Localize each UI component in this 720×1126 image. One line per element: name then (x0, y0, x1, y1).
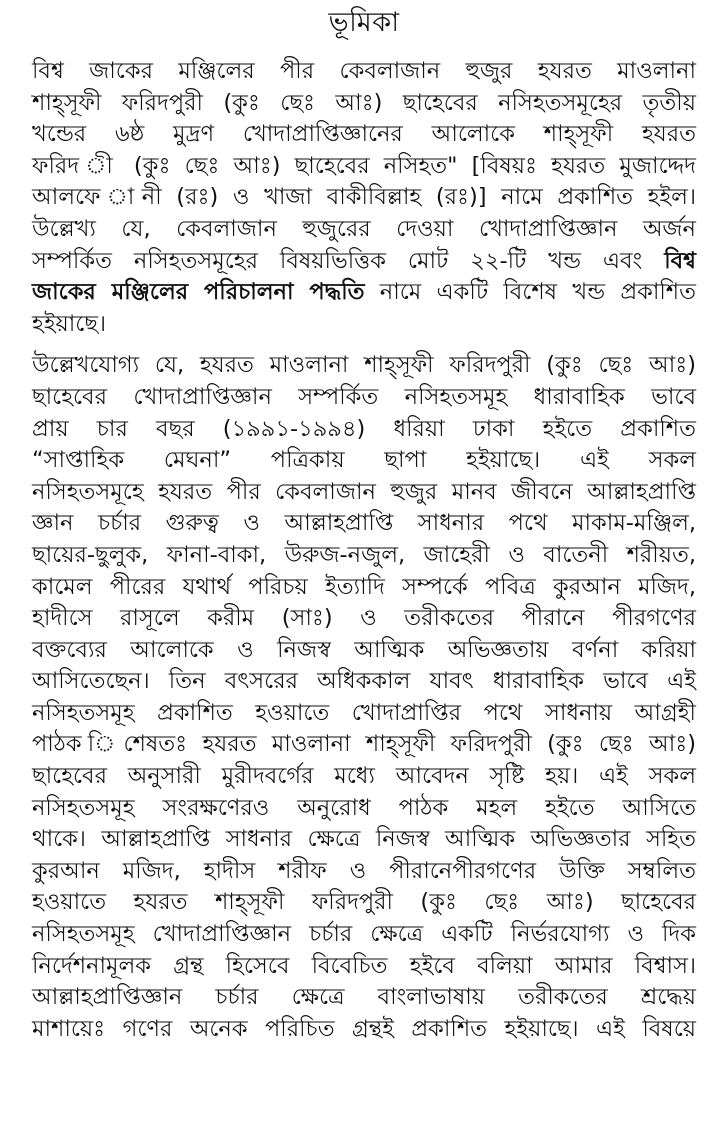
text-line: ছায়ের-ছুলুক, ফানা-বাকা, উরুজ-নজুল, জাহেরী ও বাতেনী শরীয়ত, (32, 541, 696, 568)
text-line: বিশ্ব জাকের মঞ্জিলের পীর কেবলাজান হুজুর হযরত মাওলানা (32, 58, 696, 84)
text-line: পাঠক িশেষতঃ হযরত মাওলানা শাহ্‌সূফী ফরিদপুরী (কুঃ ছেঃ আঃ) (32, 731, 696, 758)
paragraph-1 (32, 56, 696, 340)
text-line: আল্লাহপ্রাপ্তিজ্ঞান চর্চার ক্ষেত্রে বাংলাভাষায় তরীকতের শ্রদ্ধেয় (32, 984, 696, 1011)
text-line: মাশায়েঃ গণের অনেক পরিচিত গ্রন্থই প্রকাশিত হইয়াছে। এই বিষয়ে (32, 1015, 696, 1042)
text-line: ফরিদ ী (কুঃ ছেঃ আঃ) ছাহেবের নসিহত" [বিষয়ঃ হযরত মুজাদ্দেদ (32, 152, 696, 179)
text-line: আলফে ানী (রঃ) ও খাজা বাকীবিল্লাহ (রঃ)] নামে প্রকাশিত হইল। (32, 184, 696, 211)
text-line: নসিহতসমূহে হযরত পীর কেবলাজান হুজুর মানব জীবনে আল্লাহপ্রাপ্তি (32, 478, 696, 505)
text-segment: সম্পর্কিত নসিহতসমূহের বিষয়ভিত্তিক মোট ২২-টি খন্ড এবং (32, 247, 643, 274)
page-title: ভূমিকা (328, 7, 400, 38)
text-line: হওয়াতে হযরত শাহ্‌সূফী ফরিদপুরী (কুঃ ছেঃ আঃ) ছাহেবের (32, 889, 696, 916)
bold-text-segment: বিশ্ব (664, 247, 696, 274)
text-segment: নামে একটি বিশেষ খন্ড প্রকাশিত (379, 279, 697, 306)
text-line: হাদীসে রাসূলে করীম (সাঃ) ও তরীকতের পীরানে পীরগণের (32, 605, 696, 632)
text-line: প্রায় চার বছর (১৯৯১-১৯৯৪) ধরিয়া ঢাকা হইতে প্রকাশিত (32, 415, 696, 442)
text-line: কামেল পীরের যথার্থ পরিচয় ইত্যাদি সম্পর্কে পবিত্র কুরআন মজিদ, (32, 573, 696, 600)
text-line: “সাপ্তাহিক মেঘনা” পত্রিকায় ছাপা হইয়াছে। এই সকল (32, 447, 696, 474)
bold-text-segment: জাকের মঞ্জিলের পরিচালনা পদ্ধতি (32, 279, 365, 306)
text-line: বক্তব্যের আলোকে ও নিজস্ব আত্মিক অভিজ্ঞতায় বর্ণনা করিয়া (32, 636, 696, 663)
text-line: নসিহতসমূহ খোদাপ্রাপ্তিজ্ঞান চর্চার ক্ষেত্রে একটি নির্ভরযোগ্য ও দিক (32, 921, 696, 948)
text-line-mixed (32, 277, 696, 309)
text-line: খন্ডের ৬ষ্ঠ মুদ্রণ খোদাপ্রাপ্তিজ্ঞানের আলোকে শাহ্‌সূফী হযরত (32, 121, 696, 148)
paragraph-2 (32, 350, 696, 1045)
text-line: শাহ্‌সূফী ফরিদপুরী (কুঃ ছেঃ আঃ) ছাহেবের নসিহতসমূহের তৃতীয় (32, 89, 696, 116)
text-line-mixed (32, 246, 696, 278)
text-line: হইয়াছে। (32, 310, 107, 337)
text-line: নসিহতসমূহ প্রকাশিত হওয়াতে খোদাপ্রাপ্তির পথে সাধনায় আগ্রহী (32, 699, 696, 726)
text-line: নির্দেশনামূলক গ্রন্থ হিসেবে বিবেচিত হইবে বলিয়া আমার বিশ্বাস। (32, 952, 696, 979)
text-line: জ্ঞান চর্চার গুরুত্ব ও আল্লাহপ্রাপ্তি সাধনার পথে মাকাম-মঞ্জিল, (32, 510, 696, 537)
text-line: নসিহতসমূহ সংরক্ষণেরও অনুরোধ পাঠক মহল হইতে আসিতে (32, 794, 696, 821)
text-line: ছাহেবের খোদাপ্রাপ্তিজ্ঞান সম্পর্কিত নসিহতসমূহ ধারাবাহিক ভাবে (32, 383, 696, 410)
text-line: ছাহেবের অনুসারী মুরীদবর্গের মধ্যে আবেদন সৃষ্টি হয়। এই সকল (32, 763, 696, 790)
text-line: থাকে। আল্লাহপ্রাপ্তি সাধনার ক্ষেত্রে নিজস্ব আত্মিক অভিজ্ঞতার সহিত (32, 826, 696, 853)
text-line: উল্লেখ্য যে, কেবলাজান হুজুরের দেওয়া খোদাপ্রাপ্তিজ্ঞান অর্জন (32, 215, 696, 242)
text-line: আসিতেছেন। তিন বৎসরের অধিককাল যাবৎ ধারাবাহিক ভাবে এই (32, 668, 696, 695)
text-line: কুরআন মজিদ, হাদীস শরীফ ও পীরানেপীরগণের উক্তি সম্বলিত (32, 857, 696, 884)
text-line: উল্লেখযোগ্য যে, হযরত মাওলানা শাহ্‌সূফী ফরিদপুরী (কুঃ ছেঃ আঃ) (32, 352, 697, 379)
